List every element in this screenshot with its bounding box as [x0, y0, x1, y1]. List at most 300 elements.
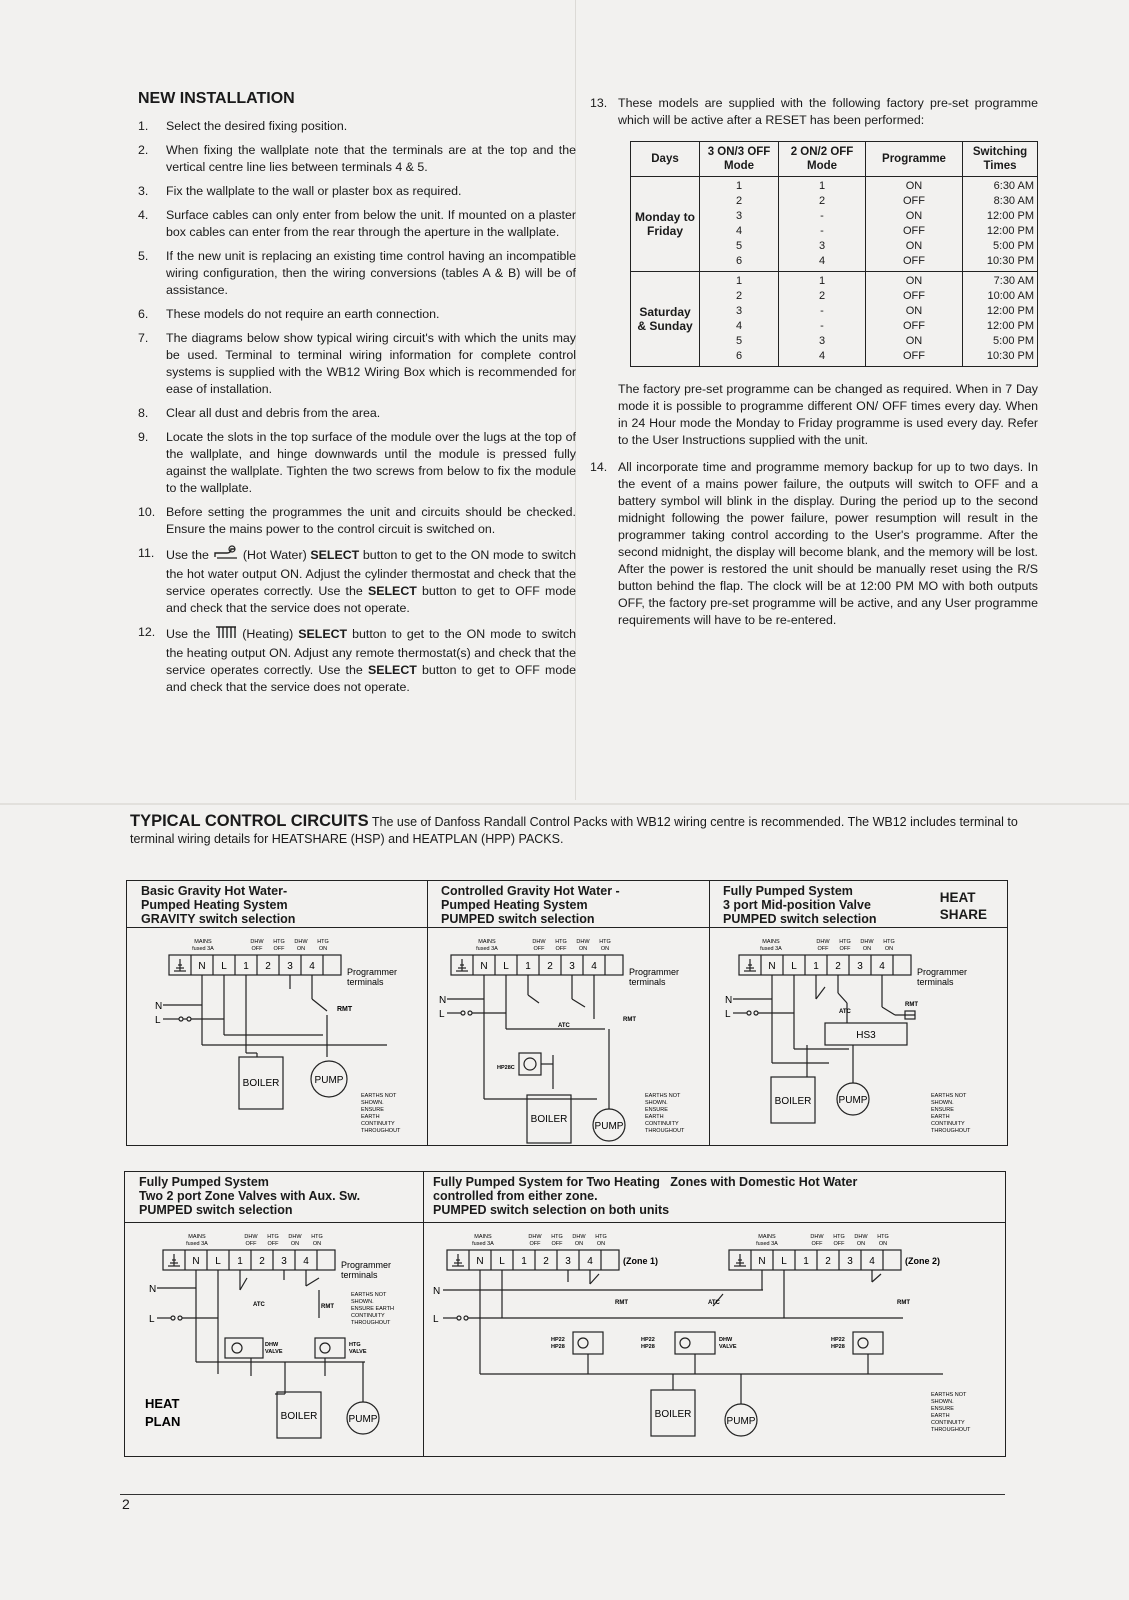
terminal-l-label: L	[215, 1256, 221, 1267]
wiring-diagram-4	[125, 1224, 423, 1456]
step-item	[138, 429, 576, 497]
hp22-label: HP22	[641, 1337, 655, 1343]
terminals-label: terminals	[917, 977, 954, 987]
earths-note: THROUGHOUT	[361, 1128, 401, 1134]
cell-value: 2	[735, 195, 743, 207]
step-number: 12.	[138, 625, 156, 639]
step-number: 6.	[138, 307, 149, 321]
on-label: ON	[856, 1241, 866, 1247]
step-number: 1.	[138, 119, 149, 133]
boiler-label: BOILER	[242, 1078, 280, 1089]
step-text: Locate the slots in the top surface of the module over the lugs at the top of the wallplate, and hinge downwards until the module is pressed fully against the wallplate. Tighten the two screws from below to fix the module to the wallplate.	[166, 430, 576, 495]
header-times: Switching Times	[963, 142, 1038, 177]
rmt-label: RMT	[321, 1304, 334, 1310]
zone1-label: (Zone 1)	[623, 1256, 658, 1266]
step-text: When fixing the wallplate note that the terminals are at the top and the vertical centre line lies between terminals 4 & 5.	[166, 143, 576, 174]
mode2-cell	[779, 272, 866, 367]
htg-label: HTG	[311, 1234, 323, 1240]
step-item	[138, 142, 576, 176]
header-programme: Programme	[866, 142, 963, 177]
off-label: OFF	[251, 946, 263, 952]
htg-label: HTG	[555, 939, 567, 945]
diagram-row-1	[126, 880, 1008, 1146]
neutral-label: N	[433, 1286, 441, 1297]
step-text: Use the	[166, 547, 209, 562]
programmer-label: Programmer	[629, 967, 680, 977]
terminal-1-label: 1	[803, 1256, 809, 1267]
earths-note: THROUGHOUT	[351, 1320, 391, 1326]
terminal-4-label: 4	[591, 961, 597, 972]
terminal-2-label: 2	[265, 961, 271, 972]
terminal-4-label: 4	[869, 1256, 875, 1267]
step-text: Use the	[166, 626, 211, 641]
atc-label: ATC	[708, 1300, 720, 1306]
cell-value: -	[820, 210, 824, 222]
wiring-diagram-2	[427, 929, 709, 1145]
earths-note: THROUGHOUT	[645, 1128, 685, 1134]
cell-value: OFF	[903, 225, 925, 237]
title-line: GRAVITY switch selection	[141, 912, 296, 926]
hp28-label: HP28	[641, 1344, 655, 1350]
days-cell: Saturday & Sunday	[631, 272, 700, 367]
on-label: ON	[574, 1241, 584, 1247]
earths-note: SHOWN.	[361, 1100, 384, 1106]
title-line: Pumped Heating System	[441, 898, 588, 912]
cell-value: 6	[735, 350, 743, 362]
dhw-valve-label: DHW	[265, 1342, 279, 1348]
header-mode3: 3 ON/3 OFF Mode	[700, 142, 779, 177]
terminal-2-label: 2	[259, 1256, 265, 1267]
step-item	[138, 207, 576, 241]
on-label: ON	[600, 946, 610, 952]
cell-value: 10:30 PM	[986, 255, 1034, 267]
earths-note: CONTINUITY	[931, 1121, 965, 1127]
mode3-cell	[700, 272, 779, 367]
cell-value: 5	[735, 240, 743, 252]
mains-label: MAINS	[194, 939, 212, 945]
terminal-3-label: 3	[569, 961, 575, 972]
heat-plan-badge: HEAT	[145, 1396, 180, 1411]
cell-value: ON	[905, 335, 923, 347]
earths-note: THROUGHOUT	[931, 1427, 971, 1433]
neutral-label: N	[725, 995, 733, 1006]
step-text: button to get to the ON mode to switch the hot water output ON. Adjust the cylinder thermostat and check that the service operates correctly. Use the	[166, 547, 577, 598]
step-item	[138, 248, 576, 299]
select-keyword: SELECT	[367, 584, 417, 598]
cell-value: OFF	[903, 290, 925, 302]
dhw-label: DHW	[572, 1234, 586, 1240]
table-row	[631, 272, 1038, 367]
wiring-diagram-3	[709, 929, 1007, 1145]
terminal-l-label: L	[503, 961, 509, 972]
step-number: 7.	[138, 331, 149, 345]
cell-value: -	[820, 305, 824, 317]
title-line: Pumped Heating System	[141, 898, 288, 912]
dhw-label: DHW	[244, 1234, 258, 1240]
earths-note: EARTH	[645, 1114, 664, 1120]
diagram-controlled-gravity	[427, 881, 710, 1145]
programme-cell	[866, 177, 963, 272]
dhw-label: DHW	[854, 1234, 868, 1240]
terminal-l-label: L	[781, 1256, 787, 1267]
cell-value: 8:30 AM	[993, 195, 1034, 207]
dhw-label: DHW	[532, 939, 546, 945]
terminal-4-label: 4	[587, 1256, 593, 1267]
earths-note: CONTINUITY	[931, 1420, 965, 1426]
terminal-n-label: N	[768, 961, 776, 972]
earths-note: THROUGHOUT	[931, 1128, 971, 1134]
cell-value: 5	[735, 335, 743, 347]
pump-label: PUMP	[314, 1075, 344, 1086]
earths-note: EARTHS NOT	[361, 1093, 397, 1099]
dhw-valve-label: VALVE	[265, 1349, 283, 1355]
step-text: If the new unit is replacing an existing time control having an incompatible wiring configuration, then the wiring conversions (tables A & B) will be of assistance.	[166, 249, 576, 297]
pump-label: PUMP	[838, 1095, 868, 1106]
terminal-n-label: N	[476, 1256, 484, 1267]
terminal-4-label: 4	[879, 961, 885, 972]
terminal-3-label: 3	[857, 961, 863, 972]
terminal-l-label: L	[221, 961, 227, 972]
diagram-basic-gravity	[127, 881, 428, 1145]
preset-programme-table	[630, 141, 1038, 367]
header-days: Days	[631, 142, 700, 177]
terminal-strip	[451, 955, 623, 975]
heat-plan-badge: PLAN	[145, 1414, 181, 1429]
cell-value: 1	[735, 180, 743, 192]
fused-label: fused 3A	[186, 1241, 208, 1247]
step-text: (Heating)	[242, 626, 294, 641]
live-label: L	[439, 1009, 445, 1020]
mains-label: MAINS	[478, 939, 496, 945]
rmt-label: RMT	[623, 1017, 636, 1023]
neutral-label: N	[155, 1001, 163, 1012]
title-line: PUMPED switch selection	[441, 912, 595, 926]
step-item	[138, 183, 576, 200]
live-label: L	[149, 1314, 155, 1325]
earths-note: ENSURE	[645, 1107, 668, 1113]
pump-label: PUMP	[594, 1121, 624, 1132]
step-text: button to get to the ON mode to switch the heating output ON. Adjust any remote thermostat(s) and check that the service operates correctly. Use the	[166, 626, 576, 677]
days-cell: Monday to Friday	[631, 177, 700, 272]
dhw-label: DHW	[288, 1234, 302, 1240]
terminal-1-label: 1	[243, 961, 249, 972]
step-number: 13.	[590, 96, 608, 110]
terminal-2-label: 2	[825, 1256, 831, 1267]
fused-label: fused 3A	[760, 946, 782, 952]
atc-label: ATC	[839, 1009, 851, 1015]
off-label: OFF	[273, 946, 285, 952]
times-cell	[963, 272, 1038, 367]
hp28-label: HP28	[551, 1344, 565, 1350]
dhw-valve-label: VALVE	[719, 1344, 737, 1350]
page-number: 2	[122, 1496, 130, 1512]
off-label: OFF	[811, 1241, 823, 1247]
select-keyword: SELECT	[367, 663, 417, 677]
pump-label: PUMP	[348, 1414, 378, 1425]
hp28c-label: HP28C	[497, 1065, 515, 1071]
cell-value: 2	[735, 290, 743, 302]
on-label: ON	[312, 1241, 322, 1247]
cell-value: 3	[818, 240, 826, 252]
terminal-1-label: 1	[521, 1256, 527, 1267]
new-installation-section	[138, 90, 576, 703]
dhw-label: DHW	[528, 1234, 542, 1240]
title-line: controlled from either zone.	[433, 1189, 598, 1203]
cell-value: 10:30 PM	[986, 350, 1034, 362]
off-label: OFF	[551, 1241, 563, 1247]
fused-label: fused 3A	[192, 946, 214, 952]
title-line: Two 2 port Zone Valves with Aux. Sw.	[139, 1189, 361, 1203]
neutral-label: N	[439, 995, 447, 1006]
step-text: These models do not require an earth connection.	[166, 307, 440, 321]
earths-note: SHOWN.	[931, 1399, 954, 1405]
dhw-label: DHW	[250, 939, 264, 945]
on-label: ON	[862, 946, 872, 952]
on-label: ON	[878, 1241, 888, 1247]
step-item	[590, 95, 1038, 129]
typical-heading: TYPICAL CONTROL CIRCUITS	[130, 812, 369, 830]
programme-cell	[866, 272, 963, 367]
step-number: 5.	[138, 249, 149, 263]
earths-note: EARTHS NOT	[351, 1292, 387, 1298]
earths-note: SHOWN.	[351, 1299, 374, 1305]
terminal-n-label: N	[192, 1256, 200, 1267]
typical-circuits-intro	[130, 813, 1030, 848]
dhw-valve-box	[225, 1338, 263, 1358]
select-keyword: SELECT	[310, 547, 360, 562]
cell-value: 3	[735, 210, 743, 222]
terminal-2-label: 2	[835, 961, 841, 972]
zone2-label: (Zone 2)	[905, 1256, 940, 1266]
dhw-label: DHW	[860, 939, 874, 945]
terminal-1-label: 1	[237, 1256, 243, 1267]
earths-note: EARTH	[361, 1114, 380, 1120]
programmer-label: Programmer	[347, 967, 398, 977]
diagram-heat-plan	[125, 1172, 424, 1456]
boiler-label: BOILER	[280, 1411, 318, 1422]
on-label: ON	[296, 946, 306, 952]
step-text: The diagrams below show typical wiring circuit's with which the units may be used. Terminal to terminal wiring information for complete control systems is supplied with the WB12 Wiring Box which is recommended for ease of installation.	[166, 331, 576, 396]
earths-note: SHOWN.	[645, 1100, 668, 1106]
htg-label: HTG	[317, 939, 329, 945]
dhw-label: DHW	[810, 1234, 824, 1240]
wiring-diagram-1	[127, 929, 427, 1145]
cell-value: 5:00 PM	[993, 335, 1034, 347]
atc-label: ATC	[558, 1023, 570, 1029]
off-label: OFF	[245, 1241, 257, 1247]
step-number: 2.	[138, 143, 149, 157]
fused-label: fused 3A	[476, 946, 498, 952]
cell-value: 1	[735, 275, 743, 287]
cell-value: 4	[735, 320, 743, 332]
fused-label: fused 3A	[472, 1241, 494, 1247]
off-label: OFF	[533, 946, 545, 952]
off-label: OFF	[839, 946, 851, 952]
cell-value: ON	[905, 210, 923, 222]
terminal-strip	[163, 1250, 335, 1270]
cell-value: 1	[818, 275, 826, 287]
mains-label: MAINS	[474, 1234, 492, 1240]
preset-note: The factory pre-set programme can be changed as required. When in 7 Day mode it is possible to programme different ON/ OFF times every day. When in 24 Hour mode the Monday to Friday programme is used every day. Refer to the User Instructions supplied with the unit.	[618, 382, 1038, 447]
cell-value: -	[820, 320, 824, 332]
radiator-icon	[214, 624, 238, 645]
hp28-label: HP28	[831, 1344, 845, 1350]
step-text: button to get to OFF mode and check that the service does not operate.	[166, 584, 577, 615]
htg-label: HTG	[839, 939, 851, 945]
diagram-title	[427, 881, 709, 928]
cell-value: OFF	[903, 350, 925, 362]
diagram-title	[423, 1172, 1005, 1223]
cell-value: ON	[905, 275, 923, 287]
off-label: OFF	[555, 946, 567, 952]
terminal-strip	[729, 1250, 901, 1270]
step-number: 11.	[138, 546, 155, 560]
title-line: Fully Pumped System for Two Heating Zones with Domestic Hot Water	[433, 1175, 858, 1189]
earths-note: CONTINUITY	[645, 1121, 679, 1127]
terminal-3-label: 3	[565, 1256, 571, 1267]
terminal-3-label: 3	[847, 1256, 853, 1267]
title-line: 3 port Mid-position Valve	[723, 898, 871, 912]
on-label: ON	[884, 946, 894, 952]
step-item	[138, 118, 576, 135]
mode2-cell	[779, 177, 866, 272]
terminal-3-label: 3	[281, 1256, 287, 1267]
terminal-3-label: 3	[287, 961, 293, 972]
diagram-row-2	[124, 1171, 1006, 1457]
step-number: 10.	[138, 505, 156, 519]
heat-share-badge	[940, 889, 987, 923]
new-installation-heading: NEW INSTALLATION	[138, 90, 295, 107]
title-line: PUMPED switch selection	[723, 912, 877, 926]
earths-note: CONTINUITY	[361, 1121, 395, 1127]
cell-value: 4	[818, 350, 826, 362]
step-text: Select the desired fixing position.	[166, 119, 348, 133]
terminal-2-label: 2	[543, 1256, 549, 1267]
mains-label: MAINS	[762, 939, 780, 945]
badge-line: HEAT	[939, 890, 976, 905]
htg-label: HTG	[833, 1234, 845, 1240]
fold-line-horizontal	[0, 803, 1129, 805]
step-number: 4.	[138, 208, 149, 222]
htg-label: HTG	[595, 1234, 607, 1240]
title-line: Basic Gravity Hot Water-	[141, 884, 288, 898]
htg-label: HTG	[877, 1234, 889, 1240]
cell-value: -	[820, 225, 824, 237]
earths-note: ENSURE EARTH	[351, 1306, 394, 1312]
hp28c-box	[519, 1053, 541, 1075]
terminal-2-label: 2	[547, 961, 553, 972]
cell-value: 6:30 AM	[993, 180, 1034, 192]
step-text: Before setting the programmes the unit and circuits should be checked. Ensure the mains power to the control circuit is switched on.	[166, 505, 576, 536]
table-row	[631, 177, 1038, 272]
installation-steps	[138, 118, 576, 696]
terminals-label: terminals	[347, 977, 384, 987]
mains-label: MAINS	[758, 1234, 776, 1240]
rmt-label: RMT	[615, 1300, 628, 1306]
boiler-label: BOILER	[774, 1096, 812, 1107]
cell-value: OFF	[903, 195, 925, 207]
rmt-label: RMT	[905, 1002, 918, 1008]
memory-steps	[590, 459, 1038, 629]
programmer-label: Programmer	[341, 1260, 392, 1270]
step-item	[138, 306, 576, 323]
title-line: PUMPED switch selection on both units	[433, 1203, 670, 1217]
step-text: These models are supplied with the following factory pre-set programme which will be active after a RESET has been performed:	[618, 96, 1038, 127]
rmt-label: RMT	[897, 1300, 910, 1306]
cell-value: ON	[905, 240, 923, 252]
hp22-label: HP22	[831, 1337, 845, 1343]
earths-note: ENSURE	[361, 1107, 384, 1113]
live-label: L	[155, 1015, 161, 1026]
on-label: ON	[578, 946, 588, 952]
header-mode2: 2 ON/2 OFF Mode	[779, 142, 866, 177]
cell-value: 5:00 PM	[993, 240, 1034, 252]
title-line: Fully Pumped System	[139, 1175, 269, 1189]
terminal-4-label: 4	[303, 1256, 309, 1267]
boiler-label: BOILER	[530, 1114, 568, 1125]
atc-label: ATC	[253, 1302, 265, 1308]
cell-value: 4	[818, 255, 826, 267]
step-text: Fix the wallplate to the wall or plaster box as required.	[166, 184, 462, 198]
hot-water-tap-icon	[213, 545, 239, 566]
terminal-strip	[169, 955, 341, 975]
cell-value: 7:30 AM	[993, 275, 1034, 287]
step-text: (Hot Water)	[242, 547, 307, 562]
step-number: 9.	[138, 430, 149, 444]
on-label: ON	[318, 946, 328, 952]
mains-label: MAINS	[188, 1234, 206, 1240]
cell-value: 3	[735, 305, 743, 317]
htg-valve-label: HTG	[349, 1342, 361, 1348]
terminal-n-label: N	[758, 1256, 766, 1267]
off-label: OFF	[833, 1241, 845, 1247]
mode3-cell	[700, 177, 779, 272]
cell-value: 12:00 PM	[986, 320, 1034, 332]
earths-note: EARTHS NOT	[645, 1093, 681, 1099]
diagram-heat-share	[709, 881, 1007, 1145]
dhw-valve-label: DHW	[719, 1337, 733, 1343]
diagram-title	[127, 881, 427, 928]
preset-steps	[590, 95, 1038, 129]
earths-note: EARTH	[931, 1114, 950, 1120]
off-label: OFF	[267, 1241, 279, 1247]
off-label: OFF	[817, 946, 829, 952]
htg-valve-label: VALVE	[349, 1349, 367, 1355]
hp22-label: HP22	[551, 1337, 565, 1343]
cell-value: OFF	[903, 255, 925, 267]
cell-value: 12:00 PM	[986, 225, 1034, 237]
htg-label: HTG	[273, 939, 285, 945]
diagram-two-zones	[423, 1172, 1005, 1456]
live-label: L	[433, 1314, 439, 1325]
cell-value: 2	[818, 195, 826, 207]
dhw-label: DHW	[576, 939, 590, 945]
cell-value: ON	[905, 180, 923, 192]
off-label: OFF	[529, 1241, 541, 1247]
step-number: 8.	[138, 406, 149, 420]
earths-note: ENSURE	[931, 1406, 954, 1412]
live-label: L	[725, 1009, 731, 1020]
dhw-valve-box	[675, 1332, 715, 1354]
step-number: 14.	[590, 460, 608, 474]
cell-value: 6	[735, 255, 743, 267]
earths-note: EARTHS NOT	[931, 1093, 967, 1099]
htg-label: HTG	[599, 939, 611, 945]
diagram-title	[125, 1172, 423, 1223]
step-number: 3.	[138, 184, 149, 198]
earths-note: SHOWN.	[931, 1100, 954, 1106]
factory-preset-section	[590, 95, 1038, 636]
